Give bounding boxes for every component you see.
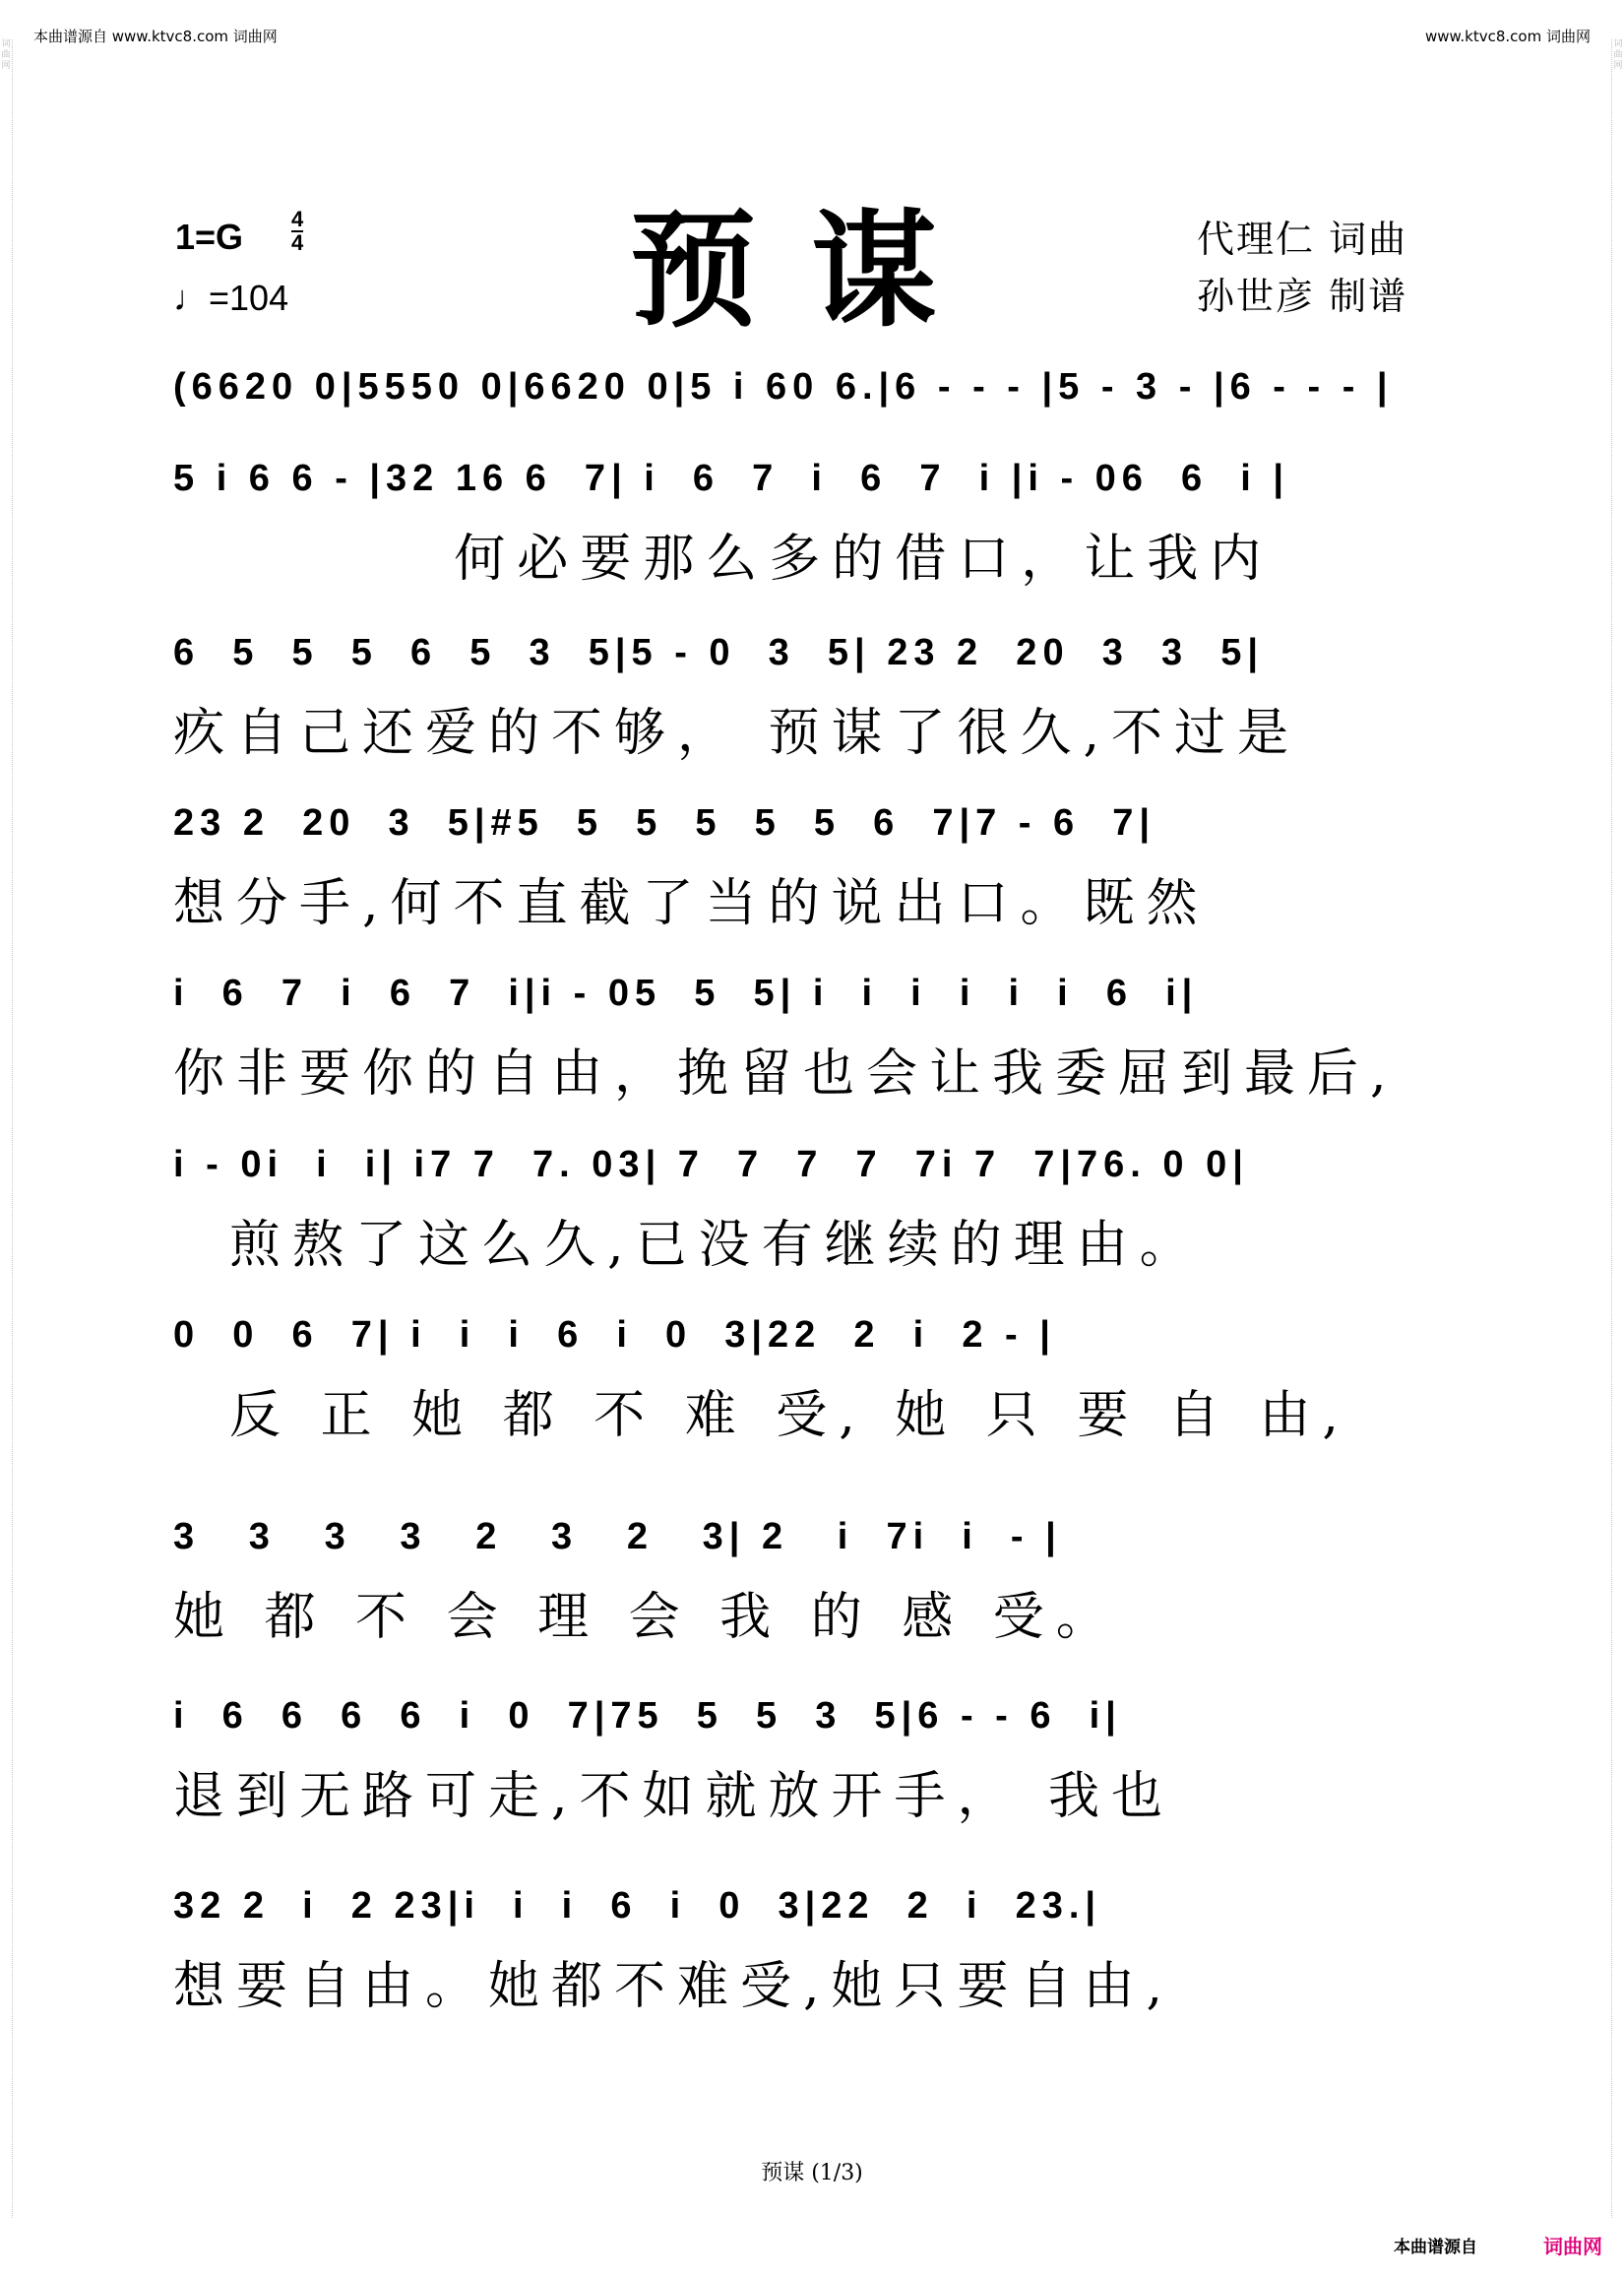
notation-line: 5 i 6 6 - |32 16 6 7| i 6 7 i 6 7 i |i - 06 6 i |: [173, 458, 1290, 499]
score-row: [173, 973, 1453, 1106]
tempo-value: =104: [209, 278, 289, 318]
score-row: [173, 458, 1453, 591]
header-source-right: www.ktvc8.com 词曲网: [1424, 28, 1591, 45]
notation-line: 3 3 3 3 2 3 2 3| 2 i 7i i - |: [173, 1516, 1062, 1557]
notation-line: i 6 7 i 6 7 i|i - 05 5 5| i i i i i i 6 i|: [173, 973, 1199, 1014]
key-signature: 1=G: [175, 217, 244, 257]
score-row: [173, 1144, 1453, 1277]
score-row: [173, 1695, 1453, 1828]
credit-lyrics-music: 代理仁 词曲: [1197, 218, 1408, 261]
score-row: [173, 802, 1453, 935]
time-signature: [291, 209, 303, 254]
notation-line: 23 2 20 3 5|#5 5 5 5 5 5 6 7|7 - 6 7|: [173, 802, 1156, 844]
lyrics-line: 何必要那么多的借口，让我内: [173, 530, 1274, 589]
page-number: 预谋 (1/3): [761, 2161, 863, 2185]
notation-line: i 6 6 6 6 i 0 7|75 5 5 3 5|6 - - 6 i|: [173, 1695, 1122, 1737]
lyrics-line: 反 正 她 都 不 难 受, 她 只 要 自 由,: [173, 1386, 1350, 1445]
lyrics-line: 煎熬了这么久,已没有继续的理由。: [173, 1216, 1203, 1275]
score-row: [173, 1314, 1453, 1447]
score-row: [173, 632, 1453, 765]
footer-site-logo: 词曲网: [1543, 2235, 1602, 2258]
tempo-marking: [173, 278, 288, 319]
lyrics-line: 你非要你的自由，挽留也会让我委屈到最后,: [173, 1044, 1399, 1104]
lyrics-line: 她 都 不 会 理 会 我 的 感 受。: [173, 1588, 1119, 1647]
notation-line: 6 5 5 5 6 5 3 5|5 - 0 3 5| 23 2 20 3 3 5|: [173, 632, 1264, 673]
lyrics-line: 退到无路可走,不如就放开手， 我也: [173, 1767, 1175, 1826]
side-watermark-right: 词曲网: [1611, 39, 1624, 2218]
notation-line: 32 2 i 2 23|i i i 6 i 0 3|22 2 i 23.|: [173, 1885, 1102, 1927]
footer-source-left: 本曲谱源自: [1394, 2238, 1477, 2257]
score-row: [173, 366, 1453, 425]
notation-line: i - 0i i i| i7 7 7. 03| 7 7 7 7 7i 7 7|76. 0 0|: [173, 1144, 1249, 1185]
lyrics-line: 疚自己还爱的不够， 预谋了很久,不过是: [173, 704, 1301, 763]
score-row: [173, 1516, 1453, 1649]
time-signature-top: 4: [291, 207, 304, 231]
score-row: [173, 1885, 1453, 2018]
song-title: 预谋: [630, 197, 993, 345]
quarter-note-icon: ♩: [173, 278, 209, 318]
lyrics-line: 想分手,何不直截了当的说出口。既然: [173, 874, 1210, 933]
side-watermark-left: 词曲网: [0, 39, 13, 2218]
notation-line: 0 0 6 7| i i i 6 i 0 3|22 2 i 2 - |: [173, 1314, 1056, 1356]
lyrics-line: 想要自由。她都不难受,她只要自由,: [173, 1957, 1175, 2016]
notation-line: (6620 0|5550 0|6620 0|5 i 60 6.|6 - - - |5 - 3 - |6 - - - |: [173, 366, 1394, 408]
credit-score: 孙世彦 制谱: [1197, 275, 1408, 318]
header-source-left: 本曲谱源自 www.ktvc8.com 词曲网: [33, 28, 278, 45]
time-signature-bottom: 4: [291, 230, 304, 255]
